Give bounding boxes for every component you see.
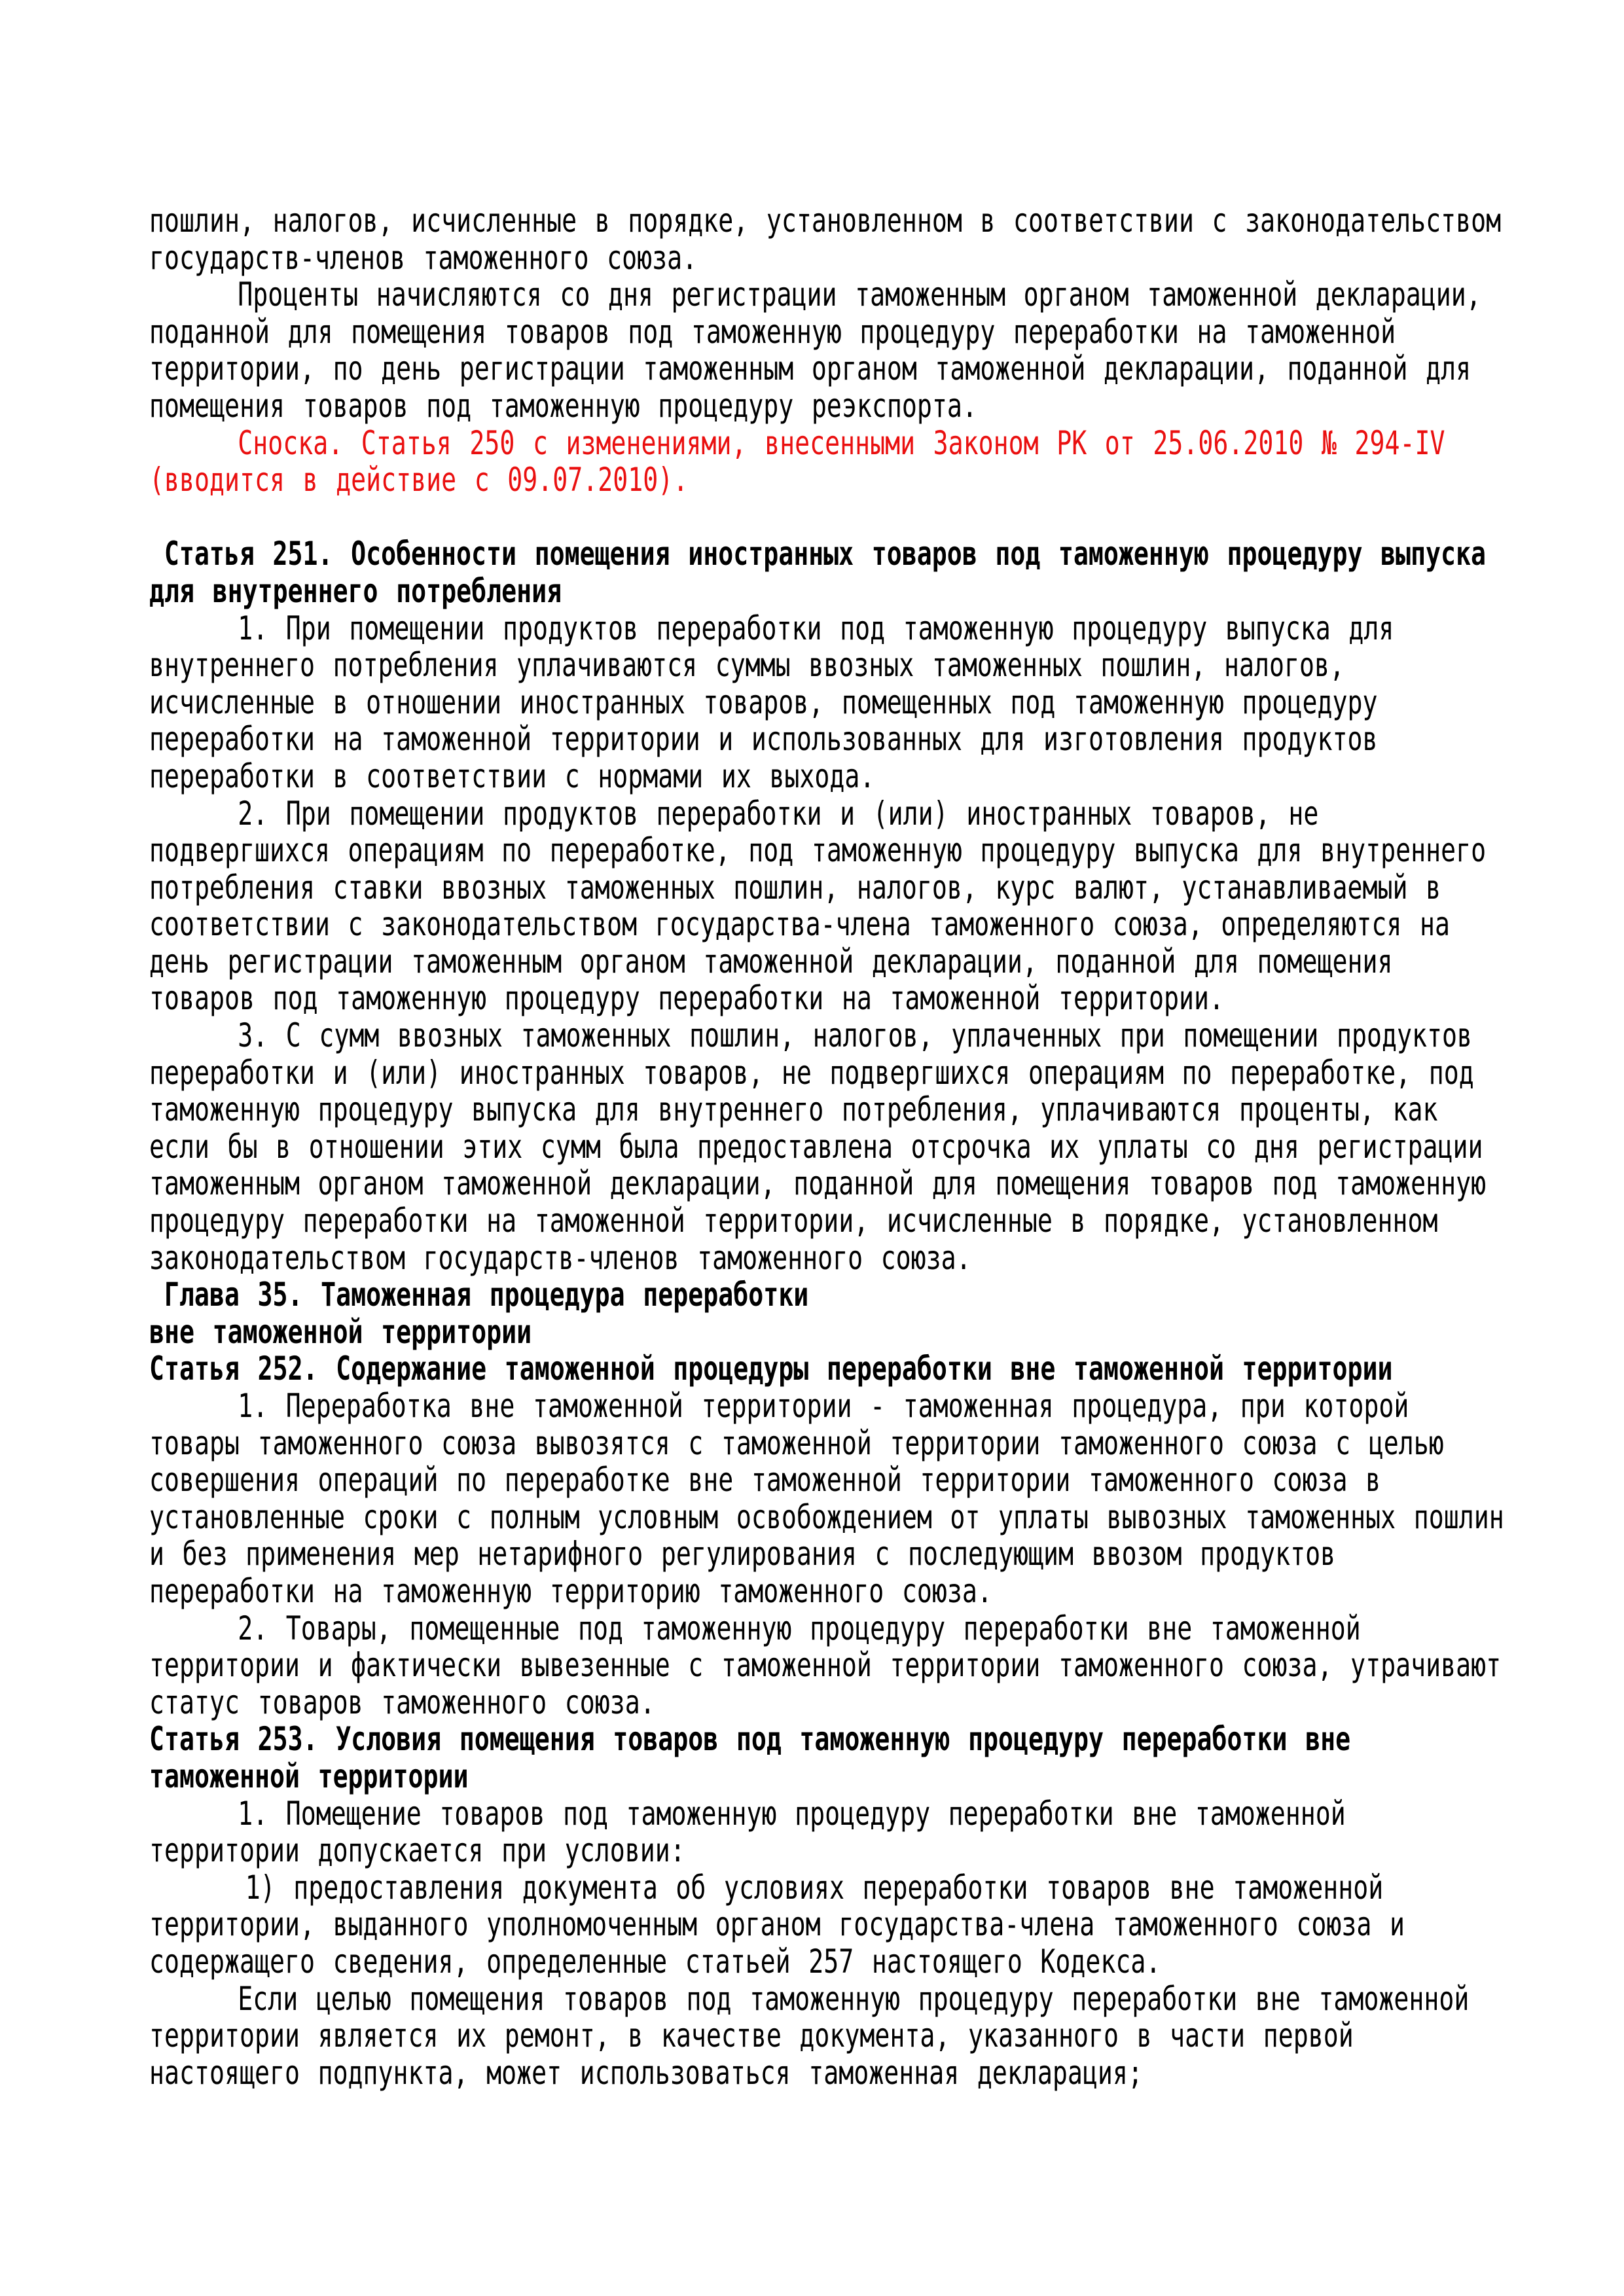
note-line: Сноска. Статья 250 с изменениями, внесенными Законом РК от 25.06.2010 № 294-IV bbox=[238, 423, 1445, 462]
text-line: внутреннего потребления уплачиваются суммы ввозных таможенных пошлин, налогов, bbox=[149, 646, 1344, 685]
document-text bbox=[149, 202, 1624, 2091]
text-line: поданной для помещения товаров под таможенную процедуру переработки на таможенной bbox=[149, 312, 1396, 351]
text-line: процедуру переработки на таможенной территории, исчисленные в порядке, установленном bbox=[149, 1202, 1438, 1240]
text-line: если бы в отношении этих сумм была предоставлена отсрочка их уплаты со дня регистрации bbox=[149, 1127, 1483, 1166]
text-line: Если целью помещения товаров под таможенную процедуру переработки вне таможенной bbox=[238, 1979, 1470, 2018]
text-line: помещения товаров под таможенную процедуру реэкспорта. bbox=[149, 386, 977, 425]
text-line: территории и фактически вывезенные с таможенной территории таможенного союза, утрачивают bbox=[149, 1646, 1502, 1685]
text-line: 1. Помещение товаров под таможенную процедуру переработки вне таможенной bbox=[238, 1794, 1346, 1833]
text-line: переработки на таможенную территорию таможенного союза. bbox=[149, 1571, 992, 1610]
text-line: совершения операций по переработке вне таможенной территории таможенного союза в bbox=[149, 1461, 1381, 1499]
text-line: территории является их ремонт, в качестве документа, указанного в части первой bbox=[149, 2017, 1354, 2055]
text-line: территории, выданного уполномоченным органом государства-члена таможенного союза и bbox=[149, 1905, 1405, 1944]
text-line: установленные сроки с полным условным освобождением от уплаты вывозных таможенных пошлин bbox=[149, 1498, 1504, 1536]
text-line: потребления ставки ввозных таможенных пошлин, налогов, курс валют, устанавливаемый в bbox=[149, 868, 1441, 906]
heading-line: вне таможенной территории bbox=[149, 1312, 532, 1351]
heading-line: Глава 35. Таможенная процедура переработки bbox=[164, 1276, 809, 1314]
text-line: таможенную процедуру выпуска для внутреннего потребления, уплачиваются проценты, как bbox=[149, 1090, 1438, 1129]
text-line: подвергшихся операциям по переработке, под таможенную процедуру выпуска для внутреннего bbox=[149, 831, 1487, 870]
heading-line: для внутреннего потребления bbox=[149, 571, 562, 610]
text-line: переработки в соответствии с нормами их выхода. bbox=[149, 757, 875, 795]
heading-line: Статья 251. Особенности помещения иностранных товаров под таможенную процедуру выпуска bbox=[164, 535, 1487, 573]
text-line: статус товаров таможенного союза. bbox=[149, 1683, 655, 1721]
heading-line: таможенной территории bbox=[149, 1757, 469, 1795]
text-line: государств-членов таможенного союза. bbox=[149, 238, 698, 277]
text-line: товары таможенного союза вывозятся с таможенной территории таможенного союза с целью bbox=[149, 1424, 1444, 1462]
text-line: пошлин, налогов, исчисленные в порядке, установленном в соответствии с законодательством bbox=[149, 202, 1502, 240]
text-line: переработки и (или) иностранных товаров, не подвергшихся операциям по переработке, под bbox=[149, 1053, 1474, 1092]
text-line: и без применения мер нетарифного регулирования с последующим ввозом продуктов bbox=[149, 1535, 1336, 1573]
text-line: 1) предоставления документа об условиях переработки товаров вне таможенной bbox=[245, 1868, 1384, 1907]
text-line: товаров под таможенную процедуру переработки на таможенной территории. bbox=[149, 979, 1224, 1018]
text-line: 3. С сумм ввозных таможенных пошлин, налогов, уплаченных при помещении продуктов bbox=[238, 1016, 1472, 1055]
text-line: 2. Товары, помещенные под таможенную процедуру переработки вне таможенной bbox=[238, 1609, 1361, 1647]
text-line: соответствии с законодательством государства-члена таможенного союза, определяются на bbox=[149, 905, 1450, 944]
text-line: таможенным органом таможенной декларации, поданной для помещения товаров под таможенную bbox=[149, 1164, 1487, 1203]
text-line: исчисленные в отношении иностранных товаров, помещенных под таможенную процедуру bbox=[149, 683, 1378, 721]
text-line: территории допускается при условии: bbox=[149, 1831, 685, 1870]
text-line: 1. При помещении продуктов переработки под таможенную процедуру выпуска для bbox=[238, 609, 1394, 647]
text-line: Проценты начисляются со дня регистрации таможенным органом таможенной декларации, bbox=[238, 276, 1481, 314]
heading-line: Статья 252. Содержание таможенной процедуры переработки вне таможенной территории bbox=[149, 1350, 1393, 1388]
text-line: настоящего подпункта, может использоваться таможенная декларация; bbox=[149, 2053, 1143, 2092]
text-line: 2. При помещении продуктов переработки и (или) иностранных товаров, не bbox=[238, 794, 1319, 833]
text-line: законодательством государств-членов таможенного союза. bbox=[149, 1238, 971, 1277]
text-line: содержащего сведения, определенные статьей 257 настоящего Кодекса. bbox=[149, 1942, 1161, 1981]
text-line: территории, по день регистрации таможенным органом таможенной декларации, поданной для bbox=[149, 350, 1471, 388]
text-line: день регистрации таможенным органом таможенной декларации, поданной для помещения bbox=[149, 942, 1393, 980]
heading-line: Статья 253. Условия помещения товаров под таможенную процедуру переработки вне bbox=[149, 1720, 1351, 1759]
text-line: 1. Переработка вне таможенной территории - таможенная процедура, при которой bbox=[238, 1387, 1409, 1425]
text-line: переработки на таможенной территории и использованных для изготовления продуктов bbox=[149, 720, 1378, 759]
note-line: (вводится в действие с 09.07.2010). bbox=[149, 461, 689, 499]
